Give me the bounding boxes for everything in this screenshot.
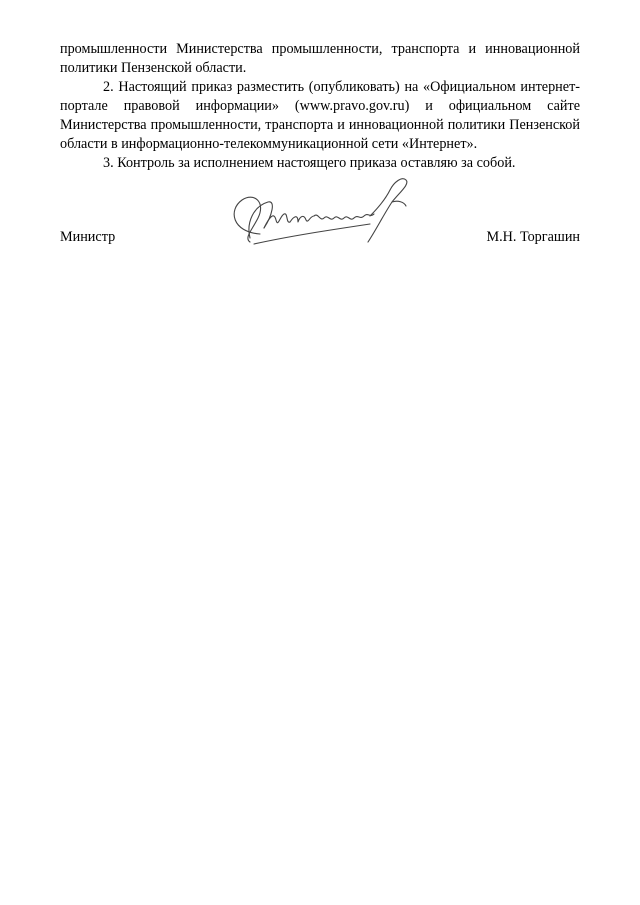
paragraph-item-2: 2. Настоящий приказ разместить (опубликовать) на «Официальном интернет-портале правовой информации» (www.pravo.gov.ru) и официальном сайте Министерства промышленности, транспорта и инновационной политики Пензенской области в информационно-телекоммуникационной сети «Интернет». xyxy=(60,79,580,152)
paragraph-continuation: промышленности Министерства промышленности, транспорта и инновационной политики Пензенской области. xyxy=(60,41,580,76)
signer-name: М.Н. Торгашин xyxy=(486,229,580,245)
paragraph-item-3: 3. Контроль за исполнением настоящего приказа оставляю за собой. xyxy=(103,155,516,171)
signature-block xyxy=(60,228,580,252)
document-body xyxy=(60,40,580,173)
signer-title: Министр xyxy=(60,229,116,245)
